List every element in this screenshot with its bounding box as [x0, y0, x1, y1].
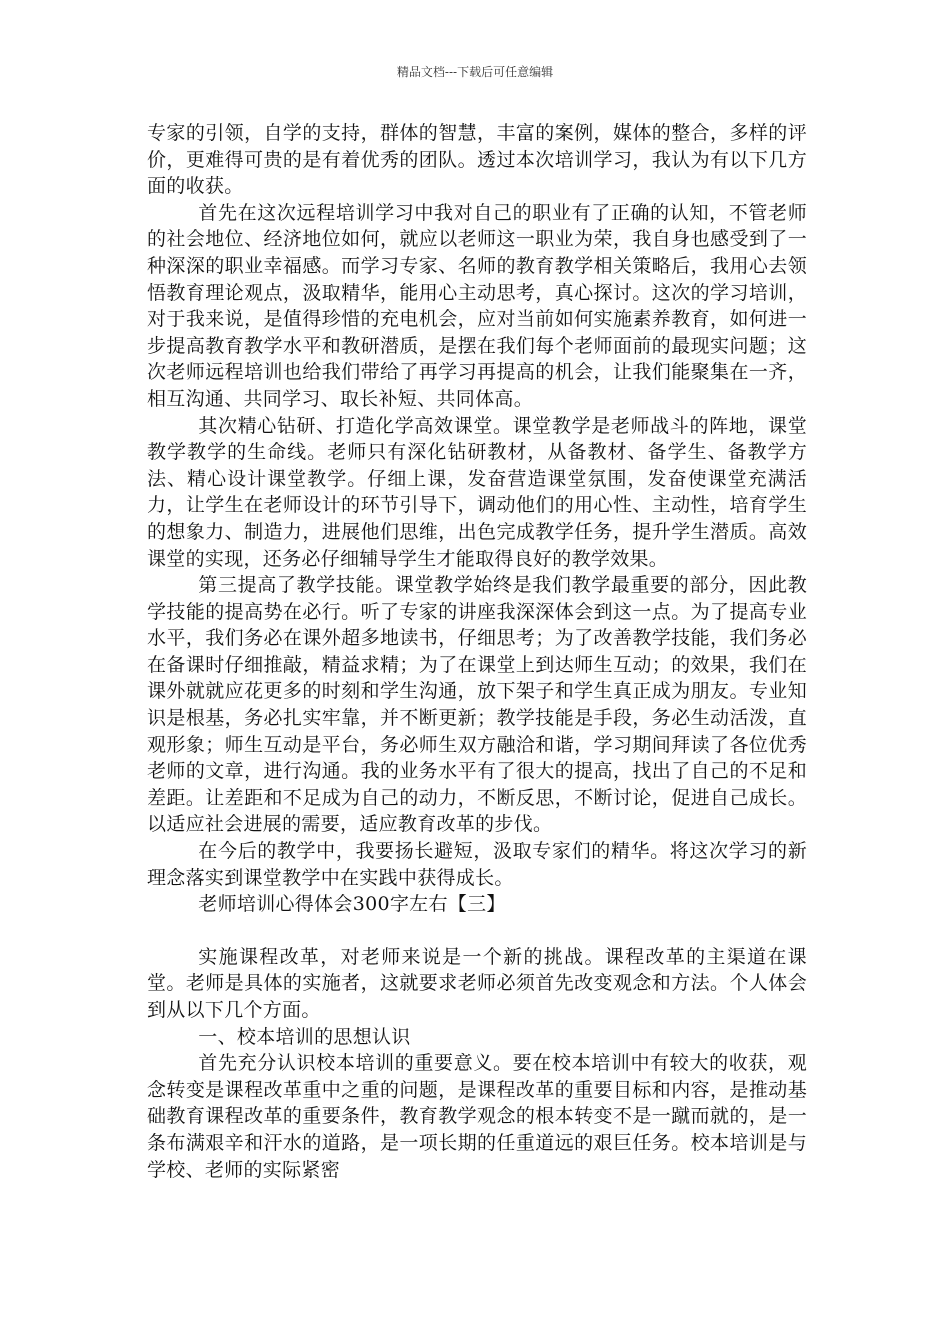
paragraph-6: 实施课程改革，对老师来说是一个新的挑战。课程改革的主渠道在课堂。老师是具体的实施者，这就要求老师必须首先改变观念和方法。个人体会到从以下几个方面。	[147, 945, 807, 1021]
paragraph-2: 首先在这次远程培训学习中我对自己的职业有了正确的认知，不管老师的社会地位、经济地位如何，就应以老师这一职业为荣，我自身也感受到了一种深深的职业幸福感。而学习专家、名师的教育教学相关策略后，我用心去领悟教育理论观点，汲取精华，能用心主动思考，真心探讨。这次的学习培训，对于我来说，是值得珍惜的充电机会，应对当前如何实施素养教育，如何进一步提高教育教学水平和教研潜质，是摆在我们每个老师面前的最现实问题；这次老师远程培训也给我们带给了再学习再提高的机会，让我们能聚集在一齐，相互沟通、共同学习、取长补短、共同体高。	[147, 201, 807, 410]
paragraph-3: 其次精心钻研、打造化学高效课堂。课堂教学是老师战斗的阵地，课堂教学教学的生命线。老师只有深化钻研教材，从备教材、备学生、备教学方法、精心设计课堂教学。仔细上课，发奋营造课堂氛围，发奋使课堂充满活力，让学生在老师设计的环节引导下，调动他们的用心性、主动性，培育学生的想象力、制造力，进展他们思维，出色完成教学任务，提升学生潜质。高效课堂的实现，还务必仔细辅导学生才能取得良好的教学效果。	[147, 414, 807, 570]
paragraph-4: 第三提高了教学技能。课堂教学始终是我们教学最重要的部分，因此教学技能的提高势在必行。听了专家的讲座我深深体会到这一点。为了提高专业水平，我们务必在课外超多地读书，仔细思考；为了改善教学技能，我们务必在备课时仔细推敲，精益求精；为了在课堂上到达师生互动；的效果，我们在课外就就应花更多的时刻和学生沟通，放下架子和学生真正成为朋友。专业知识是根基，务必扎实牢靠，并不断更新；教学技能是手段，务必生动活泼，直观形象；师生互动是平台，务必师生双方融洽和谐，学习期间拜读了各位优秀老师的文章，进行沟通。我的业务水平有了很大的提高，找出了自己的不足和差距。让差距和不足成为自己的动力，不断反思，不断讨论，促进自己成长。以适应社会进展的需要，适应教育改革的步伐。	[147, 574, 807, 836]
paragraph-7: 首先充分认识校本培训的重要意义。要在校本培训中有较大的收获，观念转变是课程改革重中之重的问题，是课程改革的重要目标和内容，是推动基础教育课程改革的重要条件，教育教学观念的根本转变不是一蹴而就的，是一条布满艰辛和汗水的道路，是一项长期的任重道远的艰巨任务。校本培训是与学校、老师的实际紧密	[147, 1052, 807, 1181]
section-heading: 老师培训心得体会300字左右【三】	[198, 893, 506, 916]
page-header: 精品文档---下载后可任意编辑	[396, 65, 554, 79]
paragraph-5: 在今后的教学中，我要扬长避短，汲取专家们的精华。将这次学习的新理念落实到课堂教学中在实践中获得成长。	[147, 840, 807, 889]
subheading: 一、校本培训的思想认识	[198, 1025, 411, 1048]
paragraph-1: 专家的引领，自学的支持，群体的智慧，丰富的案例，媒体的整合，多样的评价，更难得可贵的是有着优秀的团队。透过本次培训学习，我认为有以下几方面的收获。	[147, 122, 807, 198]
document-body	[147, 120, 807, 1183]
blank-line	[147, 918, 807, 944]
